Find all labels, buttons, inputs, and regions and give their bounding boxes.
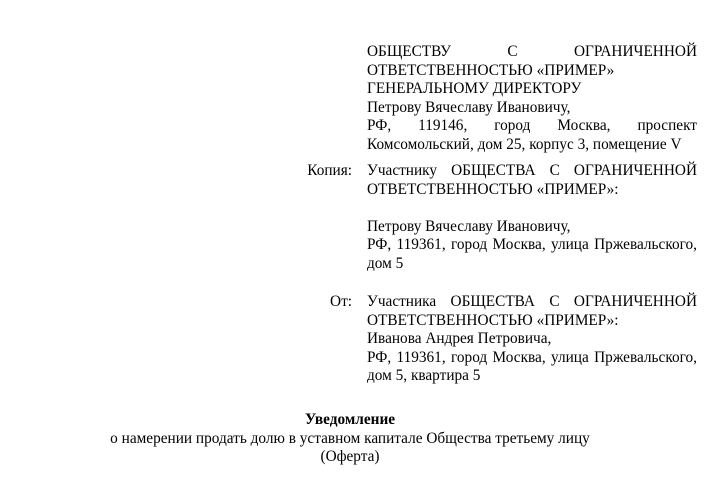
- notice-heading: [0, 411, 700, 467]
- from-line: дом 5, квартира 5: [367, 367, 481, 385]
- copy-line: Участнику ОБЩЕСТВА С ОГРАНИЧЕННОЙ: [367, 162, 697, 179]
- from-label: От:: [330, 293, 352, 310]
- copy-gap: [367, 199, 697, 218]
- addressee-line: ГЕНЕРАЛЬНОМУ ДИРЕКТОРУ: [367, 80, 582, 98]
- addressee-line: Комсомольский, дом 25, корпус 3, помещение V: [367, 135, 682, 153]
- from-text: [367, 293, 697, 386]
- notice-title: Уведомление: [304, 411, 396, 428]
- addressee-text: [367, 43, 697, 155]
- copy-text: [367, 162, 697, 274]
- addressee-line: ОТВЕТСТВЕННОСТЬЮ «ПРИМЕР»: [367, 61, 615, 79]
- from-line: ОТВЕТСТВЕННОСТЬЮ «ПРИМЕР»:: [367, 311, 619, 329]
- copy-line: дом 5: [367, 254, 404, 272]
- addressee-line: Петрову Вячеславу Ивановичу,: [367, 98, 571, 116]
- addressee-line: ОБЩЕСТВУ С ОГРАНИЧЕННОЙ: [367, 43, 697, 60]
- copy-label: Копия:: [307, 162, 352, 179]
- notice-subtitle: о намерении продать долю в уставном капитале Общества третьему лицу: [110, 429, 590, 447]
- from-line: Иванова Андрея Петровича,: [367, 330, 552, 348]
- from-line: Участника ОБЩЕСТВА С ОГРАНИЧЕННОЙ: [367, 293, 697, 310]
- from-line: РФ, 119361, город Москва, улица Пржевальского,: [367, 348, 697, 366]
- addressee-line: РФ, 119146, город Москва, проспект: [367, 117, 697, 135]
- copy-line: РФ, 119361, город Москва, улица Пржевальского,: [367, 236, 697, 254]
- copy-line: ОТВЕТСТВЕННОСТЬЮ «ПРИМЕР»:: [367, 180, 619, 198]
- copy-line: Петрову Вячеславу Ивановичу,: [367, 217, 571, 235]
- notice-note: (Оферта): [320, 448, 380, 466]
